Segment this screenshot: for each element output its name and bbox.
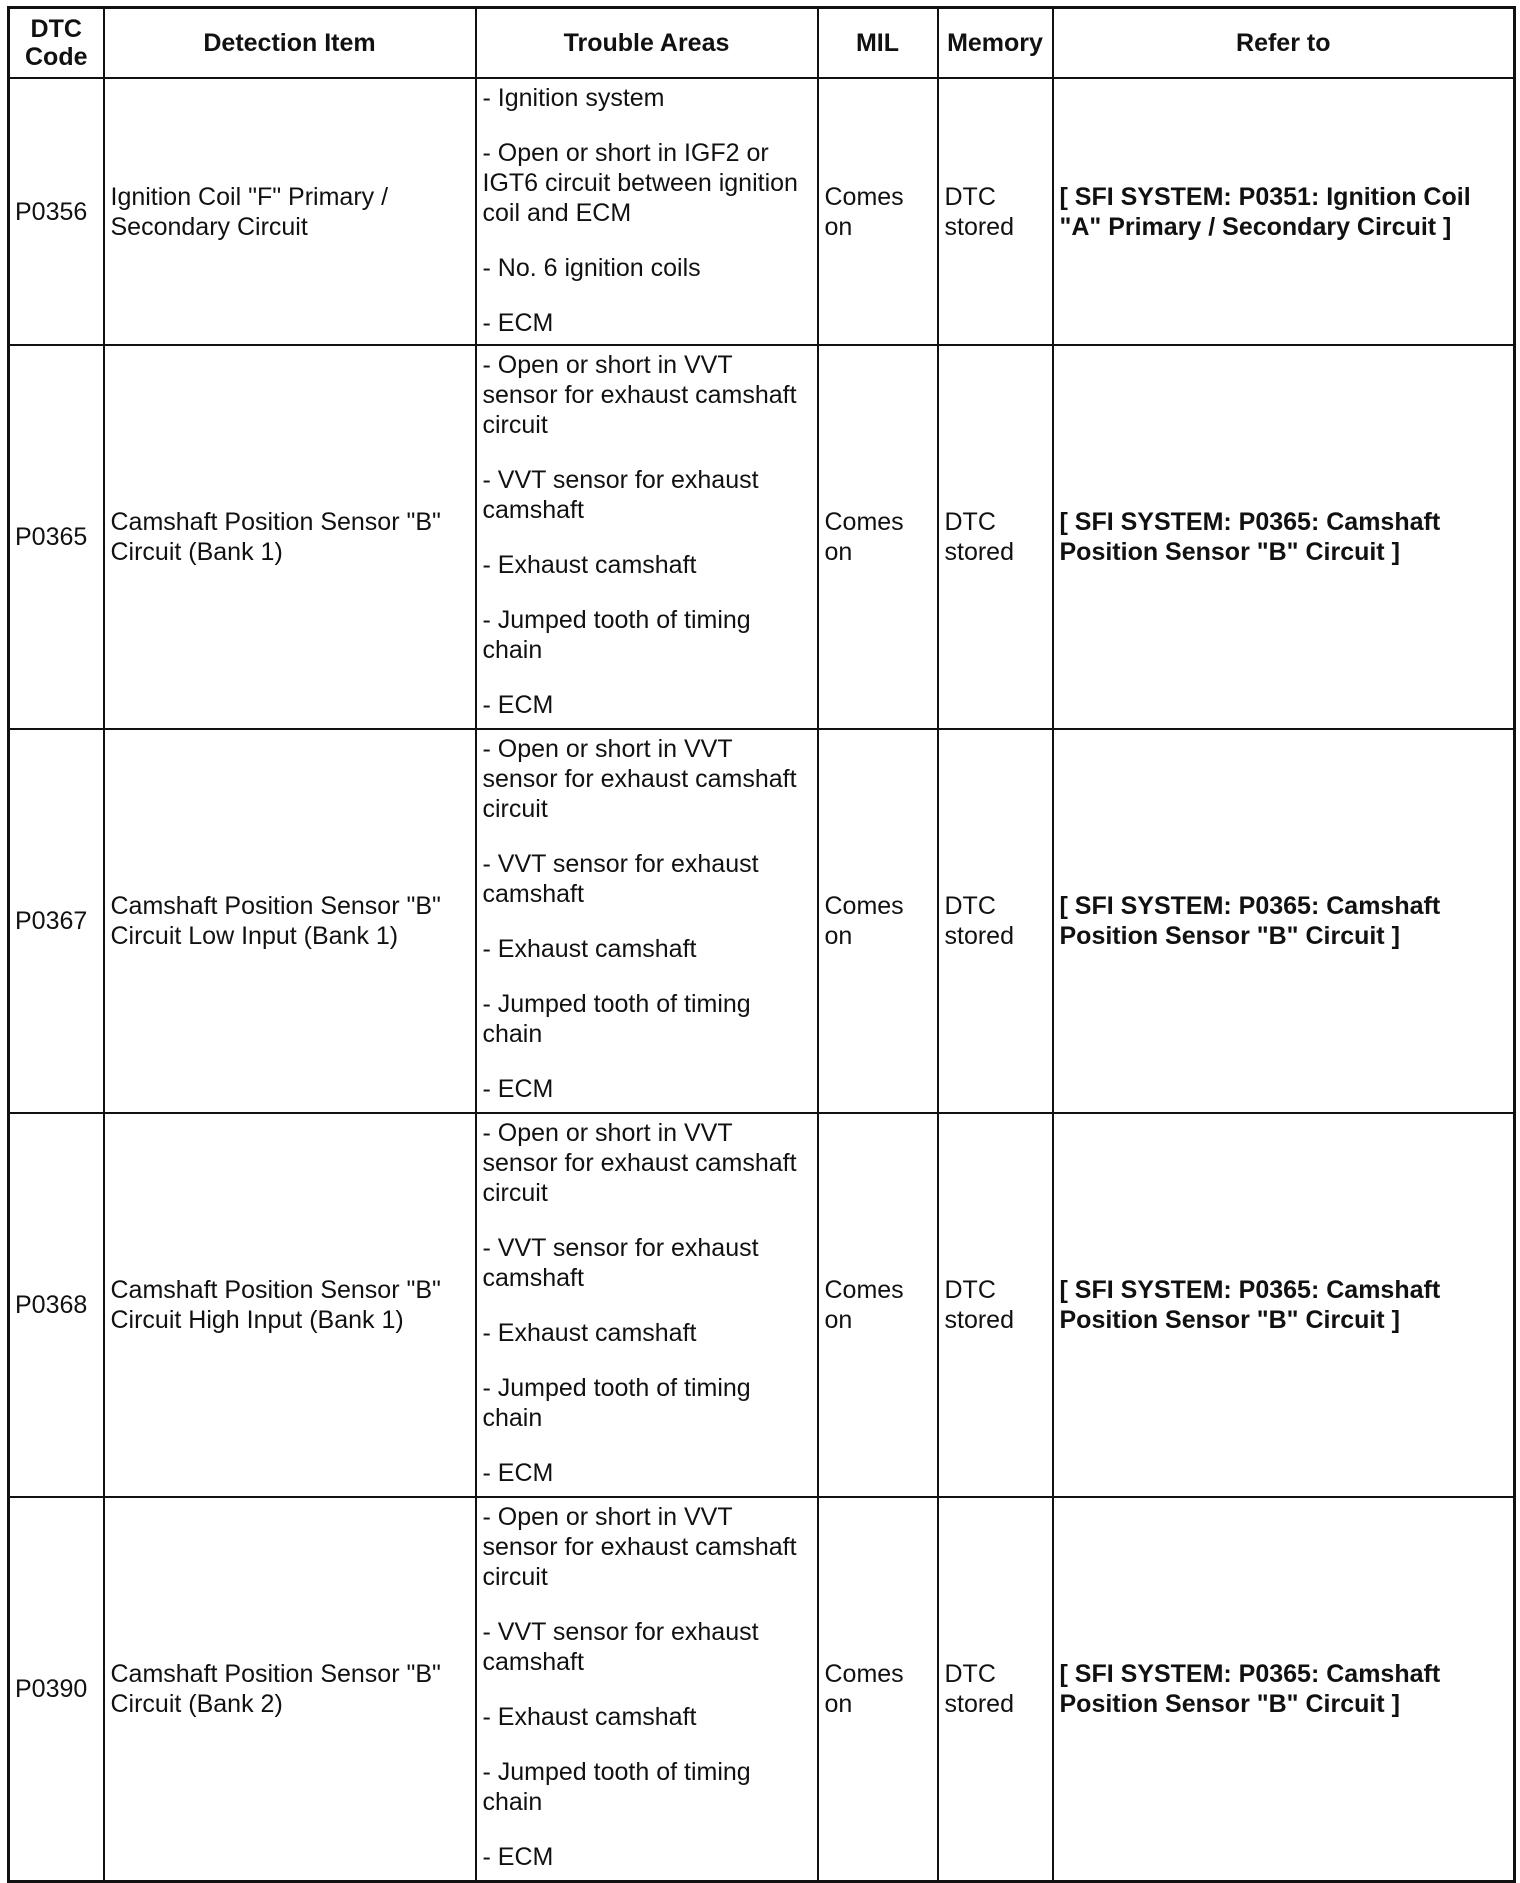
- refer-to-cell: [ SFI SYSTEM: P0365: Camshaft Position Sensor "B" Circuit ]: [1053, 1497, 1515, 1881]
- dtc-code-cell: P0365: [9, 345, 104, 729]
- dtc-code-cell: P0368: [9, 1113, 104, 1497]
- mil-cell: Comes on: [818, 729, 938, 1113]
- mil-cell: Comes on: [818, 345, 938, 729]
- trouble-areas-cell: [476, 78, 818, 345]
- trouble-area-item: - ECM: [482, 1843, 554, 1871]
- detection-item-cell: Camshaft Position Sensor "B" Circuit (Bank 2): [104, 1497, 476, 1881]
- refer-to-cell: [ SFI SYSTEM: P0351: Ignition Coil "A" Primary / Secondary Circuit ]: [1053, 78, 1515, 345]
- memory-cell: DTC stored: [938, 1497, 1053, 1881]
- table-row: [9, 729, 1515, 1113]
- memory-cell: DTC stored: [938, 1113, 1053, 1497]
- mil-cell: Comes on: [818, 1497, 938, 1881]
- trouble-area-item: - Open or short in VVT sensor for exhaust camshaft circuit: [482, 1503, 797, 1591]
- trouble-area-item: - VVT sensor for exhaust camshaft: [482, 466, 759, 524]
- trouble-area-item: - Jumped tooth of timing chain: [482, 990, 751, 1048]
- trouble-area-item: - Jumped tooth of timing chain: [482, 606, 751, 664]
- header-dtc-code: DTC Code: [9, 8, 104, 79]
- header-memory: Memory: [938, 8, 1053, 79]
- mil-cell: Comes on: [818, 1113, 938, 1497]
- refer-to-cell: [ SFI SYSTEM: P0365: Camshaft Position Sensor "B" Circuit ]: [1053, 345, 1515, 729]
- trouble-area-item: - Exhaust camshaft: [482, 935, 697, 963]
- dtc-table: [7, 6, 1516, 1883]
- trouble-area-item: - Exhaust camshaft: [482, 1319, 697, 1347]
- table-row: [9, 1113, 1515, 1497]
- trouble-area-item: - ECM: [482, 309, 554, 337]
- detection-item-cell: Camshaft Position Sensor "B" Circuit (Bank 1): [104, 345, 476, 729]
- trouble-area-item: - VVT sensor for exhaust camshaft: [482, 1234, 759, 1292]
- detection-item-cell: Camshaft Position Sensor "B" Circuit Low Input (Bank 1): [104, 729, 476, 1113]
- trouble-area-item: - Open or short in VVT sensor for exhaust camshaft circuit: [482, 735, 797, 823]
- refer-to-cell: [ SFI SYSTEM: P0365: Camshaft Position Sensor "B" Circuit ]: [1053, 729, 1515, 1113]
- dtc-code-cell: P0367: [9, 729, 104, 1113]
- trouble-area-item: - VVT sensor for exhaust camshaft: [482, 1618, 759, 1676]
- header-refer-to: Refer to: [1053, 8, 1515, 79]
- trouble-area-item: - VVT sensor for exhaust camshaft: [482, 850, 759, 908]
- trouble-area-item: - ECM: [482, 691, 554, 719]
- mil-cell: Comes on: [818, 78, 938, 345]
- memory-cell: DTC stored: [938, 78, 1053, 345]
- header-detection-item: Detection Item: [104, 8, 476, 79]
- trouble-area-item: - ECM: [482, 1075, 554, 1103]
- trouble-areas-cell: [476, 345, 818, 729]
- header-mil: MIL: [818, 8, 938, 79]
- trouble-area-item: - Open or short in IGF2 or IGT6 circuit between ignition coil and ECM: [482, 139, 798, 227]
- dtc-code-cell: P0356: [9, 78, 104, 345]
- trouble-areas-cell: [476, 729, 818, 1113]
- trouble-area-item: - Exhaust camshaft: [482, 1703, 697, 1731]
- trouble-area-item: - Exhaust camshaft: [482, 551, 697, 579]
- trouble-area-item: - Open or short in VVT sensor for exhaust camshaft circuit: [482, 1119, 797, 1207]
- table-row: [9, 78, 1515, 345]
- trouble-area-item: - No. 6 ignition coils: [482, 254, 701, 282]
- trouble-areas-cell: [476, 1497, 818, 1881]
- detection-item-cell: Ignition Coil "F" Primary / Secondary Circuit: [104, 78, 476, 345]
- detection-item-cell: Camshaft Position Sensor "B" Circuit High Input (Bank 1): [104, 1113, 476, 1497]
- table-row: [9, 1497, 1515, 1881]
- memory-cell: DTC stored: [938, 345, 1053, 729]
- dtc-code-cell: P0390: [9, 1497, 104, 1881]
- trouble-area-item: - Open or short in VVT sensor for exhaust camshaft circuit: [482, 351, 797, 439]
- trouble-area-item: - ECM: [482, 1459, 554, 1487]
- table-row: [9, 345, 1515, 729]
- trouble-area-item: - Jumped tooth of timing chain: [482, 1374, 751, 1432]
- trouble-areas-cell: [476, 1113, 818, 1497]
- trouble-area-item: - Jumped tooth of timing chain: [482, 1758, 751, 1816]
- refer-to-cell: [ SFI SYSTEM: P0365: Camshaft Position Sensor "B" Circuit ]: [1053, 1113, 1515, 1497]
- header-trouble-areas: Trouble Areas: [476, 8, 818, 79]
- memory-cell: DTC stored: [938, 729, 1053, 1113]
- trouble-area-item: - Ignition system: [482, 84, 665, 112]
- table-header-row: [9, 8, 1515, 79]
